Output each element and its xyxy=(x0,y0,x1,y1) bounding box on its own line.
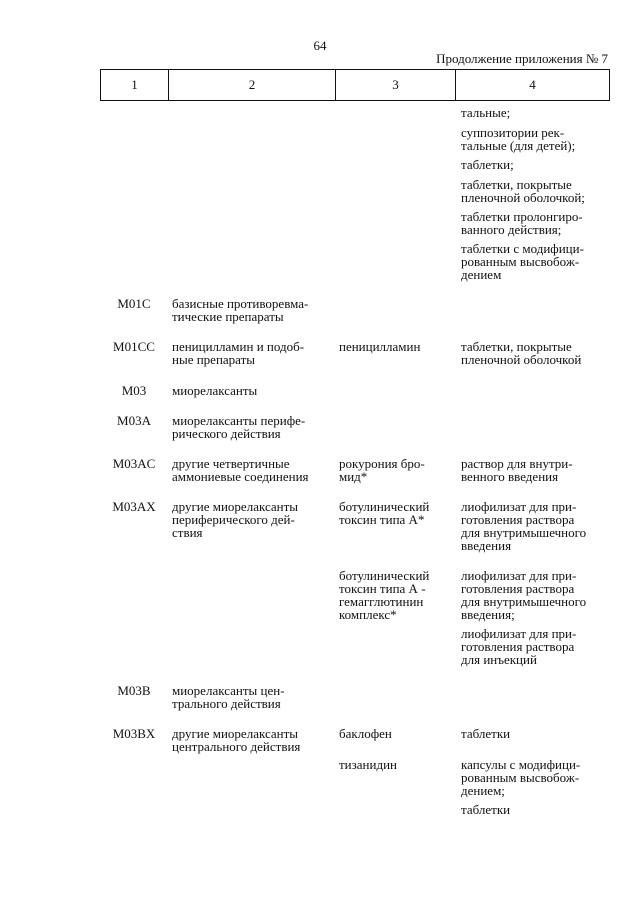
atc-code: M03BX xyxy=(112,726,156,741)
header-col-3: 3 xyxy=(336,70,456,100)
drug-name: ботулинический токсин типа А* xyxy=(339,499,430,527)
table-header-row xyxy=(100,69,610,101)
continuation-label: Продолжение приложения № 7 xyxy=(436,51,608,66)
form-cell: таблетки; xyxy=(461,157,514,172)
drug-name: ботулинический токсин типа А - гемагглютинин комплекс* xyxy=(339,568,430,622)
header-col-4: 4 xyxy=(529,77,536,92)
atc-code: M03AC xyxy=(112,456,156,471)
form-cell: раствор для внутри- венного введения xyxy=(461,456,573,484)
form-cell: тальные; xyxy=(461,105,511,120)
group-name: другие четвертичные аммониевые соединения xyxy=(172,456,309,484)
atc-code: M01C xyxy=(117,296,151,311)
form-cell: лиофилизат для при- готовления раствора для внутримышечного введения; xyxy=(461,568,587,622)
header-col-1: 1 xyxy=(101,70,169,100)
group-name: другие миорелаксанты центрального действия xyxy=(172,726,301,754)
atc-code: M03B xyxy=(117,683,151,698)
form-cell: таблетки, покрытые пленочной оболочкой; xyxy=(461,177,585,205)
group-name: миорелаксанты xyxy=(172,383,258,398)
drug-name: пеницилламин xyxy=(339,339,421,354)
atc-code: M03A xyxy=(117,413,151,428)
form-cell: лиофилизат для при- готовления раствора для инъекций xyxy=(461,626,577,667)
group-name: пеницилламин и подоб- ные препараты xyxy=(172,339,305,367)
drug-name: баклофен xyxy=(339,726,392,741)
form-cell: лиофилизат для при- готовления раствора для внутримышечного введения xyxy=(461,499,587,553)
form-cell: таблетки xyxy=(461,802,511,817)
form-cell: капсулы с модифици- рованным высвобож- дением; xyxy=(461,757,581,798)
header-col-2: 2 xyxy=(169,70,336,100)
group-name: базисные противоревма- тические препараты xyxy=(172,296,309,324)
form-cell: таблетки с модифици- рованным высвобож- дением xyxy=(461,241,584,282)
form-cell: суппозитории рек- тальные (для детей); xyxy=(461,125,576,153)
form-cell: таблетки xyxy=(461,726,511,741)
atc-code: M03AX xyxy=(112,499,156,514)
drug-name: рокурония бро- мид* xyxy=(339,456,425,484)
atc-code: M01CC xyxy=(113,339,155,354)
atc-code: M03 xyxy=(121,383,147,398)
form-cell: таблетки пролонгиро- ванного действия; xyxy=(461,209,583,237)
group-name: миорелаксанты цен- трального действия xyxy=(172,683,285,711)
group-name: другие миорелаксанты периферического дей- ствия xyxy=(172,499,299,540)
group-name: миорелаксанты перифе- рического действия xyxy=(172,413,306,441)
page-number: 64 xyxy=(313,38,327,53)
drug-name: тизанидин xyxy=(339,757,397,772)
form-cell: таблетки, покрытые пленочной оболочкой xyxy=(461,339,582,367)
